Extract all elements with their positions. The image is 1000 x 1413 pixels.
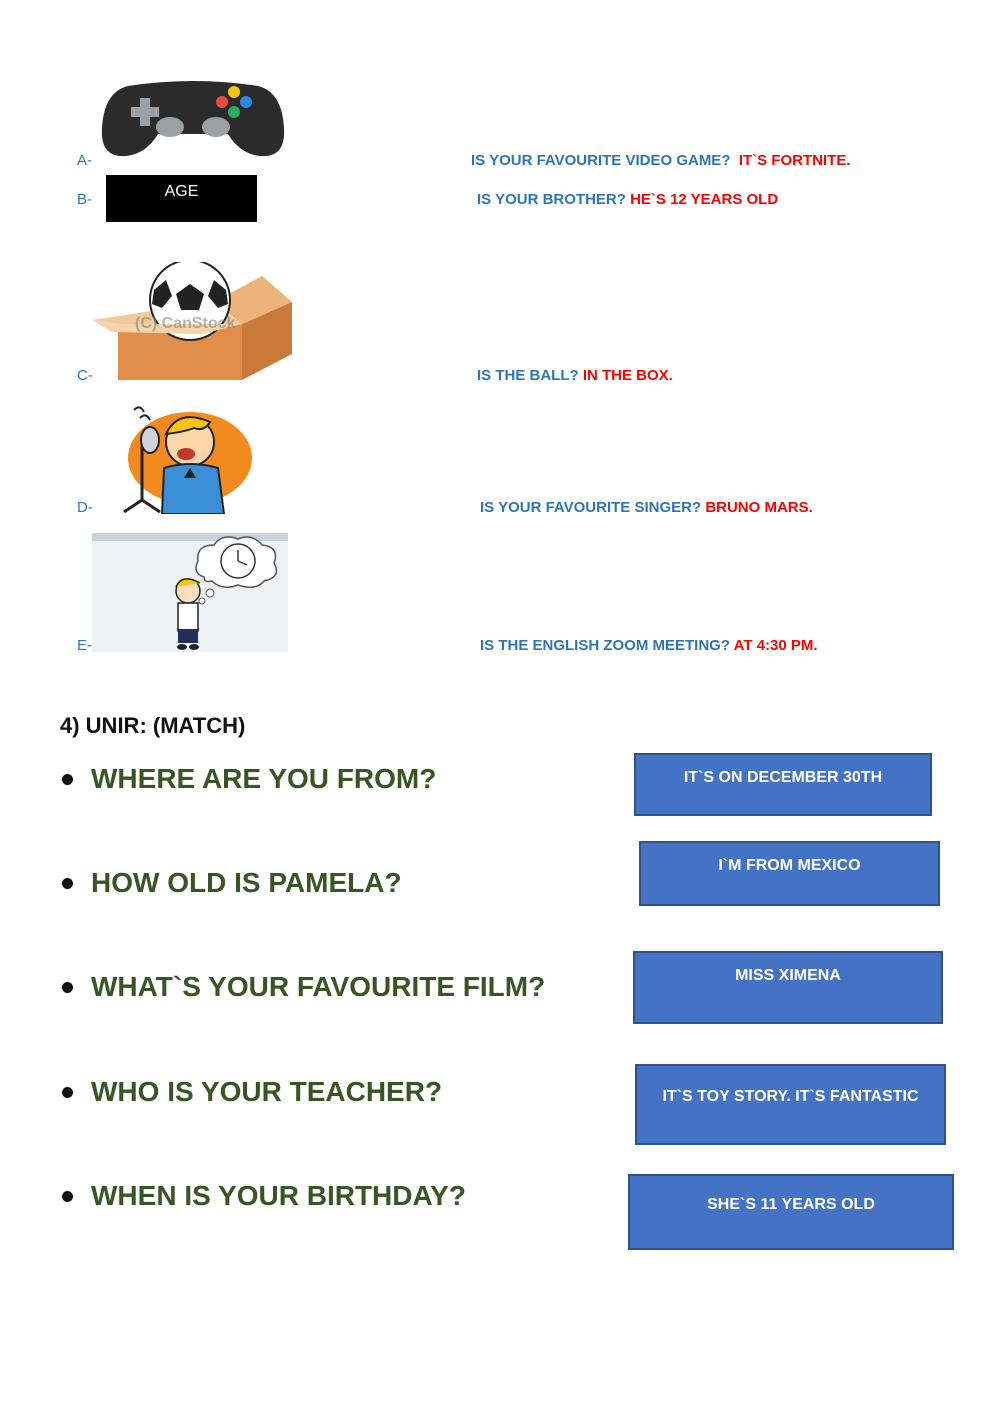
- item-letter-d: D-: [77, 499, 93, 516]
- bullet-icon: [62, 878, 73, 889]
- answer-a-text: IT`S FORTNITE.: [738, 152, 851, 169]
- question-b-text: IS YOUR BROTHER?: [477, 191, 626, 208]
- item-letter-c: C-: [77, 367, 93, 384]
- match-question-5: [62, 1180, 466, 1212]
- section-title: 4) UNIR: (MATCH): [60, 713, 246, 738]
- game-controller-icon: [100, 78, 286, 160]
- match-question-4: [62, 1076, 442, 1108]
- match-question-text: WHO IS YOUR TEACHER?: [91, 1076, 443, 1107]
- item-letter-b: B-: [77, 191, 92, 208]
- question-c: [477, 367, 673, 384]
- match-answer-box-3[interactable]: MISS XIMENA: [633, 951, 943, 1024]
- answer-d-text: BRUNO MARS.: [705, 499, 813, 516]
- match-question-text: WHAT`S YOUR FAVOURITE FILM?: [91, 971, 546, 1002]
- match-question-text: WHERE ARE YOU FROM?: [91, 763, 437, 794]
- question-a-text: IS YOUR FAVOURITE VIDEO GAME?: [471, 152, 731, 169]
- match-answer-box-4[interactable]: IT`S TOY STORY. IT`S FANTASTIC: [635, 1064, 946, 1145]
- bullet-icon: [62, 1087, 73, 1098]
- item-letter-a: A-: [77, 152, 92, 169]
- singer-icon: [94, 402, 264, 514]
- question-d-text: IS YOUR FAVOURITE SINGER?: [480, 499, 702, 516]
- question-d: [480, 499, 813, 516]
- match-answer-box-5[interactable]: SHE`S 11 YEARS OLD: [628, 1174, 954, 1250]
- match-question-2: [62, 867, 402, 899]
- bullet-icon: [62, 982, 73, 993]
- answer-c-text: IN THE BOX.: [582, 367, 673, 384]
- match-question-text: HOW OLD IS PAMELA?: [91, 867, 402, 898]
- question-c-text: IS THE BALL?: [477, 367, 579, 384]
- bullet-icon: [62, 774, 73, 785]
- question-e: [480, 637, 818, 654]
- match-question-3: [62, 971, 545, 1003]
- match-question-text: WHEN IS YOUR BIRTHDAY?: [91, 1180, 466, 1211]
- match-question-1: [62, 763, 436, 795]
- answer-b-text: HE`S 12 YEARS OLD: [630, 191, 779, 208]
- watermark-text: (C) CanStock: [135, 315, 236, 332]
- age-box: AGE: [106, 175, 257, 222]
- question-a: [471, 152, 851, 169]
- match-answer-box-2[interactable]: I`M FROM MEXICO: [639, 841, 940, 906]
- answer-e-text: AT 4:30 PM.: [733, 637, 818, 654]
- match-answer-box-1[interactable]: IT`S ON DECEMBER 30TH: [634, 753, 932, 816]
- question-e-text: IS THE ENGLISH ZOOM MEETING?: [480, 637, 731, 654]
- bullet-icon: [62, 1191, 73, 1202]
- item-letter-e: E-: [77, 637, 92, 654]
- question-b: [477, 191, 778, 208]
- thinking-clock-icon: [92, 533, 288, 652]
